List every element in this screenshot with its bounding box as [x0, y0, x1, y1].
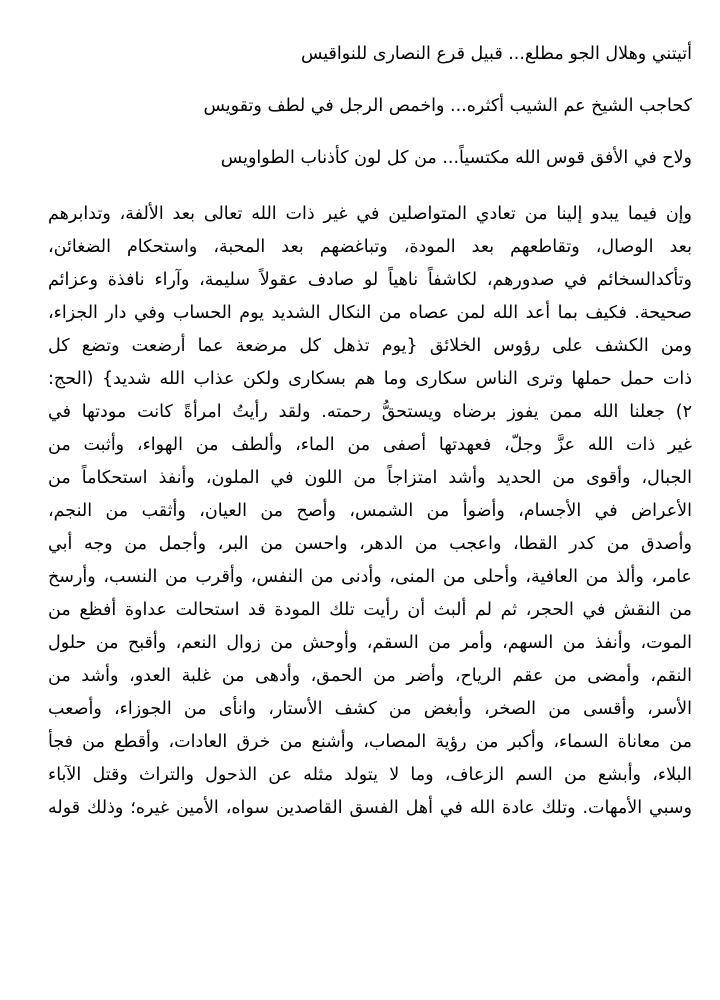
paragraph-line-1: وإن فيما يبدو إلينا من تعادي المتواصلين في غير ذات الله تعالى بعد الألفة، وتدابرهم: [48, 204, 692, 224]
paragraph-line-9: الجبال، وأقوى من الحديد وأشد امتزاجاً من اللون في الملون، وأنفذ استحكاماً من: [48, 468, 692, 488]
paragraph-line-14: الموت، وأنفذ من السهم، وأمر من السقم، وأوحش من زوال النعم، وأقبح من حلول: [48, 633, 692, 653]
paragraph-line-8: غير ذات الله عزَّ وجلّ، فعهدتها أصفى من الماء، وألطف من الهواء، وأثبت من: [48, 435, 692, 455]
poem-verse-3: ولاح في الأفق قوس الله مكتسياً... من كل لون كأذناب الطواويس: [220, 148, 692, 168]
paragraph-line-7: ٢) جعلنا الله ممن يفوز برضاه ويستحقُّ رحمته. ولقد رأيتُ امرأةً كانت مودتها في: [48, 402, 692, 422]
paragraph-line-13: من النقش في الحجر، ثم لم ألبث أن رأيت تلك المودة قد استحالت عداوة أفظع من: [48, 600, 692, 620]
paragraph-line-12: عامر، وألذ من العافية، وأحلى من المنى، وأدنى من النفس، وأقرب من النسب، وأرسخ: [48, 567, 692, 587]
paragraph-line-4: صحيحة. فكيف بما أعد الله لمن عصاه من النكال الشديد يوم الحساب وفي دار الجزاء،: [48, 303, 692, 323]
paragraph-line-16: الأسر، وأقسى من الصخر، وأبغض من كشف الأستار، وانأى من الجوزاء، وأصعب: [48, 699, 692, 719]
paragraph-line-10: الأعراض في الأجسام، وأضوأ من الشمس، وأصح من العيان، وأثقب من النجم،: [48, 501, 692, 521]
paragraph-line-5: ومن الكشف على رؤوس الخلائق {يوم تذهل كل مرضعة عما أرضعت وتضع كل: [48, 336, 692, 356]
paragraph-line-18: البلاء، وأبشع من السم الزعاف، وما لا يتولد مثله عن الذحول والتراث وقتل الآباء: [48, 765, 692, 785]
paragraph-line-3: وتأكدالسخائم في صدورهم، لكاشفاً ناهياً لو صادف عقولاً سليمة، وآراء نافذة وعزائم: [48, 270, 692, 290]
poem-verse-2: كحاجب الشيخ عم الشيب أكثره... واخمص الرجل في لطف وتقويس: [203, 96, 692, 116]
paragraph-line-2: بعد الوصال، وتقاطعهم بعد المودة، وتباغضهم بعد المحبة، واستحكام الضغائن،: [48, 237, 692, 257]
poem-verse-1: أتيتني وهلال الجو مطلع... قبيل قرع النصارى للنواقيس: [300, 44, 692, 64]
paragraph-line-19: وسبي الأمهات. وتلك عادة الله في أهل الفسق القاصدين سواه، الأمين غيره؛ وذلك قوله: [48, 798, 692, 818]
paragraph-line-17: من معاناة السماء، وأكبر من رؤية المصاب، وأشنع من خرق العادات، وأقطع من فجأ: [48, 732, 692, 752]
paragraph-line-15: النقم، وأمضى من عقم الرياح، وأضر من الحمق، وأدهى من غلبة العدو، وأشد من: [48, 666, 692, 686]
document-page: [48, 40, 692, 1000]
paragraph-line-6: ذات حمل حملها وترى الناس سكارى وما هم بسكارى ولكن عذاب الله شديد} (الحج:: [48, 369, 692, 389]
paragraph-line-11: وأصدق من كدر القطا، واعجب من الدهر، واحسن من البر، وأجمل من وجه أبي: [48, 534, 692, 554]
prose-paragraph: [48, 198, 692, 825]
